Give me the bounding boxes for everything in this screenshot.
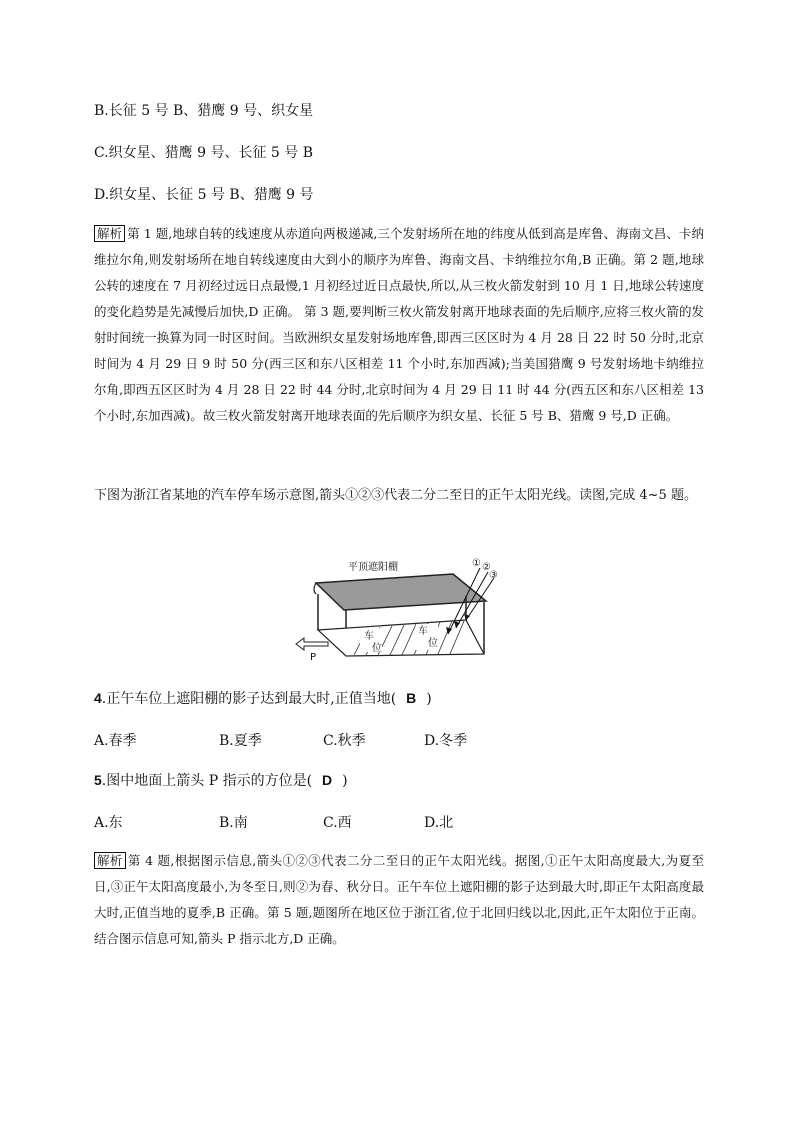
space-label-2b: 位 xyxy=(428,638,438,649)
option-c-line: C.织女星、猎鹰 9 号、长征 5 号 B xyxy=(94,145,314,161)
ground-area xyxy=(318,620,484,656)
analysis-tag: 解析 xyxy=(94,852,126,869)
analysis-text: 第 4 题,根据图示信息,箭头①②③代表二分二至日的正午太阳光线。据图,①正午太阳高度最大,为夏至日,③正午太阳高度最小,为冬至日,则②为春、秋分日。正午车位上遮阳棚的影子达到最大时,即正午太阳高度最大时,正值当地的夏季,B 正确。第 5 题,题图所在地区位于浙江省,位于北回归线以北,因此,正午太阳位于正南。结合图示信息可知,箭头 P 指示北方,D 正确。 xyxy=(94,853,704,946)
analysis-text: 第 1 题,地球自转的线速度从赤道向两极递减,三个发射场所在地的纬度从低到高是库鲁、海南文昌、卡纳维拉尔角,则发射场所在地自转线速度由大到小的顺序为库鲁、海南文昌、卡纳维拉尔角,B 正确。第 2 题,地球公转的速度在 7 月初经过远日点最慢,1 月初经过近日点最快,所以,从三枚火箭发射到 10 月 1 日,地球公转速度的变化趋势是先减慢后加快,D 正确。 第 3 题,要判断三枚火箭发射离开地球表面的先后顺序,应将三枚火箭的发射时间统一换算为同一时区时间。当欧洲织女星发射场地库鲁,即西三区区时为 4 月 28 日 22 时 50 分时,北京时间为 4 月 29 日 9 时 50 分(西三区和东八区相差 11 个小时,东加西减);当美国猎鹰 9 号发射场地卡纳维拉尔角,即西五区区时为 4 月 28 日 22 时 44 分时,北京时间为 4 月 29 日 11 时 44 分(西五区和东八区相差 13 个小时,东加西减)。故三枚火箭发射离开地球表面的先后顺序为织女星、长征 5 号 B、猎鹰 9 号,D 正确。 xyxy=(94,226,704,423)
analysis-block-2 xyxy=(94,848,704,952)
ray-label-1: ① xyxy=(472,558,481,569)
question-number: 4 xyxy=(94,690,102,706)
ray-label-2: ② xyxy=(482,562,491,573)
option-b[interactable]: B.夏季 xyxy=(219,733,262,749)
option-d[interactable]: D.北 xyxy=(424,815,454,831)
parking-lot-figure xyxy=(288,556,508,664)
question-4-options xyxy=(94,730,514,750)
question-5 xyxy=(94,770,348,790)
space-label-1b: 位 xyxy=(372,643,382,654)
question-number: 5 xyxy=(94,772,102,788)
question-5-options xyxy=(94,812,514,832)
answer-mark: B xyxy=(406,690,417,706)
option-c[interactable]: C.西 xyxy=(323,815,352,831)
option-c[interactable]: C.秋季 xyxy=(323,733,366,749)
question-text: .图中地面上箭头 P 指示的方位是( xyxy=(101,773,313,789)
figure-intro: 下图为浙江省某地的汽车停车场示意图,箭头①②③代表二分二至日的正午太阳光线。读图,完成 4~5 题。 xyxy=(94,488,697,503)
roof-label: 平顶遮阳棚 xyxy=(348,562,398,573)
option-a[interactable]: A.东 xyxy=(94,815,123,831)
option-a[interactable]: A.春季 xyxy=(94,733,137,749)
analysis-block-1 xyxy=(94,221,704,429)
question-close: ) xyxy=(426,691,432,707)
option-b[interactable]: B.南 xyxy=(219,815,248,831)
question-text: .正午车位上遮阳棚的影子达到最大时,正值当地( xyxy=(101,691,397,707)
ray-label-3: ③ xyxy=(489,570,498,581)
question-4 xyxy=(94,688,432,708)
space-label-1a: 车 xyxy=(364,631,374,642)
arrow-label: P xyxy=(310,652,317,663)
option-d[interactable]: D.冬季 xyxy=(424,733,468,749)
direction-arrow xyxy=(296,638,328,650)
space-label-2a: 车 xyxy=(418,626,428,637)
roof-panel xyxy=(316,574,486,610)
analysis-tag: 解析 xyxy=(94,225,125,242)
option-b-line: B.长征 5 号 B、猎鹰 9 号、织女星 xyxy=(94,103,314,119)
answer-mark: D xyxy=(322,772,333,788)
question-close: ) xyxy=(342,773,348,789)
option-d-line: D.织女星、长征 5 号 B、猎鹰 9 号 xyxy=(94,187,314,203)
